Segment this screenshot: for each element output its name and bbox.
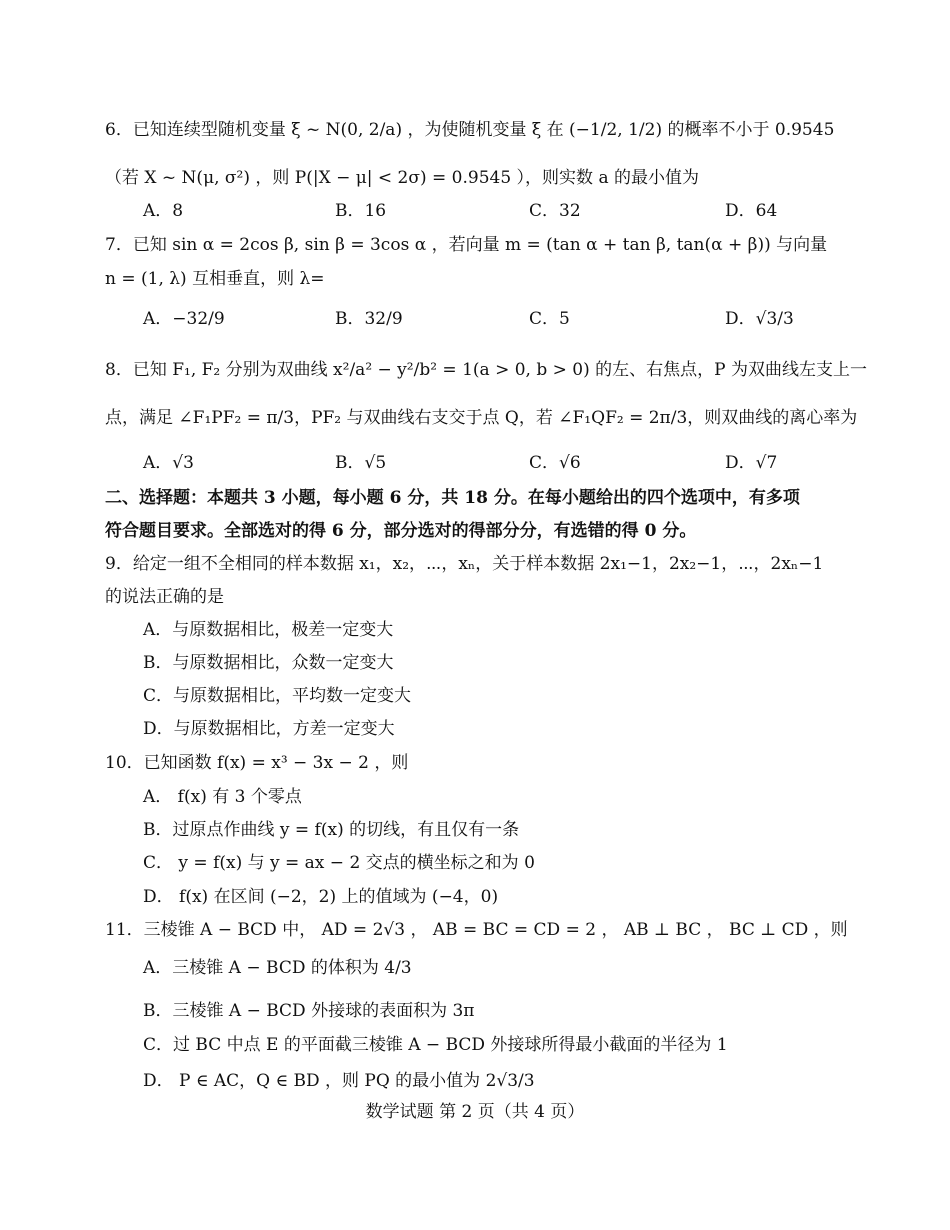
q6-option-c: C．32 xyxy=(529,201,581,221)
q8-stem-line1: 8．已知 F₁, F₂ 分别为双曲线 x²/a² − y²/b² = 1(a > 0, b > 0) 的左、右焦点，P 为双曲线左支上一 xyxy=(105,360,867,380)
q10-option-c: C． y = f(x) 与 y = ax − 2 交点的横坐标之和为 0 xyxy=(143,853,535,873)
q8-option-d: D．√7 xyxy=(725,453,778,473)
section2-heading-line2: 符合题目要求。全部选对的得 6 分，部分选对的得部分分，有选错的得 0 分。 xyxy=(105,521,697,541)
q8-option-c: C．√6 xyxy=(529,453,581,473)
q7-stem-line1: 7．已知 sin α = 2cos β, sin β = 3cos α ，若向量 m = (tan α + tan β, tan(α + β)) 与向量 xyxy=(105,235,828,255)
q11-stem: 11．三棱锥 A − BCD 中， AD = 2√3 ， AB = BC = CD = 2 ， AB ⊥ BC ， BC ⊥ CD ，则 xyxy=(105,920,848,940)
q7-option-c: C．5 xyxy=(529,309,570,329)
q7-option-b: B．32/9 xyxy=(335,309,403,329)
q7-stem-line2: n = (1, λ) 互相垂直，则 λ= xyxy=(105,269,325,289)
q8-option-b: B．√5 xyxy=(335,453,387,473)
q11-option-b: B．三棱锥 A − BCD 外接球的表面积为 3π xyxy=(143,1001,475,1021)
q10-option-b: B．过原点作曲线 y = f(x) 的切线，有且仅有一条 xyxy=(143,820,520,840)
q6-option-a: A．8 xyxy=(143,201,184,221)
q11-option-a: A．三棱锥 A − BCD 的体积为 4/3 xyxy=(143,958,412,978)
q6-stem-line2: （若 X ~ N(μ, σ²) ，则 P(|X − μ| < 2σ) = 0.9545 ），则实数 a 的最小值为 xyxy=(105,168,699,188)
q9-option-c: C．与原数据相比，平均数一定变大 xyxy=(143,686,412,706)
q9-stem-line1: 9．给定一组不全相同的样本数据 x₁，x₂，⋯，xₙ，关于样本数据 2x₁−1，2x₂−1，⋯，2xₙ−1 xyxy=(105,554,824,574)
q6-option-b: B．16 xyxy=(335,201,387,221)
page-footer: 数学试题 第 2 页（共 4 页） xyxy=(365,1102,585,1122)
q6-option-d: D．64 xyxy=(725,201,778,221)
q10-option-d: D． f(x) 在区间 (−2，2) 上的值域为 (−4，0) xyxy=(143,887,499,907)
section2-heading-line1: 二、选择题：本题共 3 小题，每小题 6 分，共 18 分。在每小题给出的四个选项中，有多项 xyxy=(105,488,800,508)
q7-option-a: A．−32/9 xyxy=(143,309,225,329)
q10-option-a: A． f(x) 有 3 个零点 xyxy=(143,787,302,807)
q8-option-a: A．√3 xyxy=(143,453,194,473)
q7-option-d: D．√3/3 xyxy=(725,309,794,329)
q9-stem-line2: 的说法正确的是 xyxy=(105,587,224,607)
q6-stem-line1: 6．已知连续型随机变量 ξ ~ N(0, 2/a) ，为使随机变量 ξ 在 (−1/2, 1/2) 的概率不小于 0.9545 xyxy=(105,120,835,140)
q11-option-d: D． P ∈ AC，Q ∈ BD ，则 PQ 的最小值为 2√3/3 xyxy=(143,1071,535,1091)
q11-option-c: C．过 BC 中点 E 的平面截三棱锥 A − BCD 外接球所得最小截面的半径为 1 xyxy=(143,1035,728,1055)
q10-stem: 10．已知函数 f(x) = x³ − 3x − 2 ，则 xyxy=(105,753,409,773)
q9-option-a: A．与原数据相比，极差一定变大 xyxy=(143,620,394,640)
q8-stem-line2: 点，满足 ∠F₁PF₂ = π/3，PF₂ 与双曲线右支交于点 Q，若 ∠F₁QF₂ = 2π/3，则双曲线的离心率为 xyxy=(105,408,858,428)
q9-option-d: D．与原数据相比，方差一定变大 xyxy=(143,719,395,739)
q9-option-b: B．与原数据相比，众数一定变大 xyxy=(143,653,394,673)
